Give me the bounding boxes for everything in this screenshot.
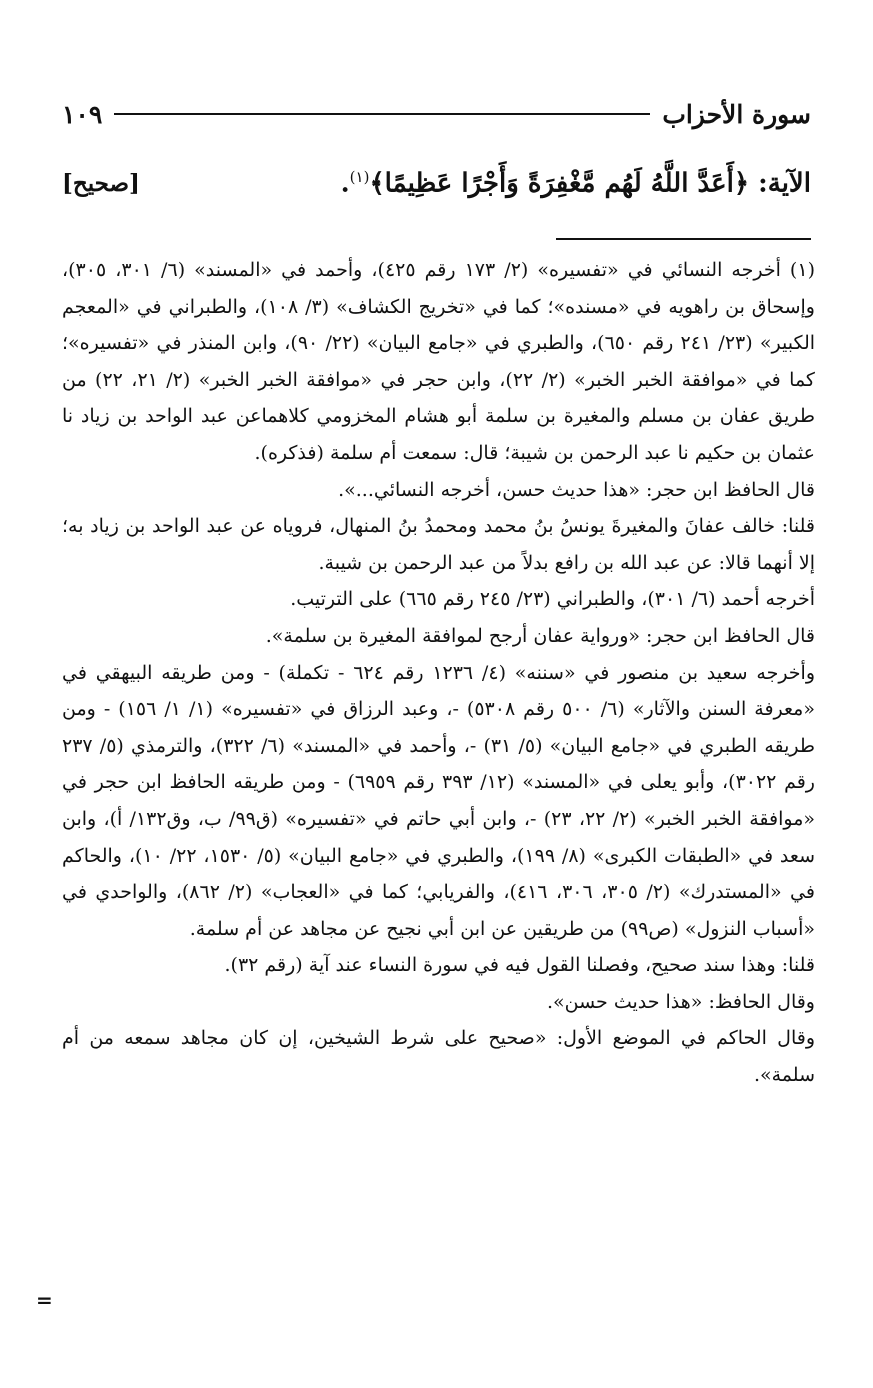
footnote-body <box>62 252 815 1094</box>
verse-prefix: الآية: <box>749 168 811 199</box>
continuation-mark: = <box>36 1288 53 1312</box>
footnote-paragraph: وقال الحاكم في الموضع الأول: «صحيح على شرط الشيخين، إن كان مجاهد سمعه من أم سلمة». <box>62 1027 815 1087</box>
verse-line <box>62 158 811 208</box>
footnote-number: (١) <box>789 259 815 281</box>
footnote-paragraph <box>62 252 815 472</box>
verse-text: ﴿أَعَدَّ اللَّهُ لَهُم مَّغْفِرَةً وَأَجْرًا عَظِيمًا﴾ <box>369 168 750 199</box>
header-rule <box>114 113 650 115</box>
footnote-paragraph: قال الحافظ ابن حجر: «هذا حديث حسن، أخرجه النسائي...». <box>338 478 815 501</box>
footnote-separator <box>556 238 811 240</box>
footnote-paragraph: قلنا: خالف عفانَ والمغيرةَ يونسُ بنُ محمد ومحمدُ بنُ المنهال، فروياه عن عبد الواحد بن زياد به؛ إلا أنهما قالا: عن عبد الله بن رافع بدلاً من عبد الرحمن بن شيبة. <box>62 515 815 574</box>
verse-suffix: . <box>340 168 350 199</box>
footnote-paragraph: قلنا: وهذا سند صحيح، وفصلنا القول فيه في سورة النساء عند آية (رقم ٣٢). <box>224 954 815 977</box>
footnote-paragraph: وأخرجه سعيد بن منصور في «سننه» (٤/ ١٢٣٦ رقم ٦٢٤ - تكملة) - ومن طريقه البيهقي في «معرفة السنن والآثار» (٦/ ٥٠٠ رقم ٥٣٠٨) -، وعبد الرزاق في «تفسيره» (١/ ١/ ١٥٦) - ومن طريقه الطبري في «جامع البيان» (٥/ ٣١) -، وأحمد في «المسند» (٦/ ٣٢٢)، والترمذي (٥/ ٢٣٧ رقم ٣٠٢٢)، وأبو يعلى في «المسند» (١٢/ ٣٩٣ رقم ٦٩٥٩) - ومن طريقه الحافظ ابن حجر في «موافقة الخبر الخبر» (٢/ ٢٢، ٢٣) -، وابن أبي حاتم في «تفسيره» (ق٩٩/ ب، وق١٣٢/ أ)، وابن سعد في «الطبقات الكبرى» (٨/ ١٩٩)، والطبري في «جامع البيان» (٥/ ١٥٣٠، ٢٢/ ١٠)، والحاكم في «المستدرك» (٢/ ٣٠٥، ٣٠٦، ٤١٦)، والفريابي؛ كما في «العجاب» (٢/ ٨٦٢)، والواحدي في «أسباب النزول» (ص٩٩) من طريقين عن ابن أبي نجيح عن مجاهد عن أم سلمة. <box>62 661 816 940</box>
verse-heading <box>341 168 811 199</box>
surah-title: سورة الأحزاب <box>662 99 811 129</box>
footnote-text: أخرجه النسائي في «تفسيره» (٢/ ١٧٣ رقم ٤٢٥)، وأحمد في «المسند» (٦/ ٣٠١، ٣٠٥)، وإسحاق بن راهويه في «مسنده»؛ كما في «تخريج الكشاف» (٣/ ١٠٨)، والطبراني في «المعجم الكبير» (٢٣/ ٢٤١ رقم ٦٥٠)، والطبري في «جامع البيان» (٢٢/ ٩٠)، وابن المنذر في «تفسيره»؛ كما في «موافقة الخبر الخبر» (٢/ ٢٢)، وابن حجر في «موافقة الخبر الخبر» (٢/ ٢١، ٢٢) من طريق عفان بن مسلم والمغيرة بن سلمة أبو هشام المخزومي كلاهماعن عبد الواحد بن زياد نا عثمان بن حكيم نا عبد الرحمن بن شيبة؛ قال: سمعت أم سلمة (فذكره). <box>62 259 816 464</box>
footnote-paragraph: أخرجه أحمد (٦/ ٣٠١)، والطبراني (٢٣/ ٢٤٥ رقم ٦٦٥) على الترتيب. <box>290 588 815 611</box>
footnote-paragraph: قال الحافظ ابن حجر: «ورواية عفان أرجح لموافقة المغيرة بن سلمة». <box>265 624 815 647</box>
grade-label: [صحيح] <box>62 169 140 197</box>
footnote-paragraph: وقال الحافظ: «هذا حديث حسن». <box>546 990 815 1013</box>
running-header <box>62 94 811 134</box>
verse-footnote-ref: (١) <box>349 167 370 186</box>
page-number: ١٠٩ <box>62 99 103 129</box>
